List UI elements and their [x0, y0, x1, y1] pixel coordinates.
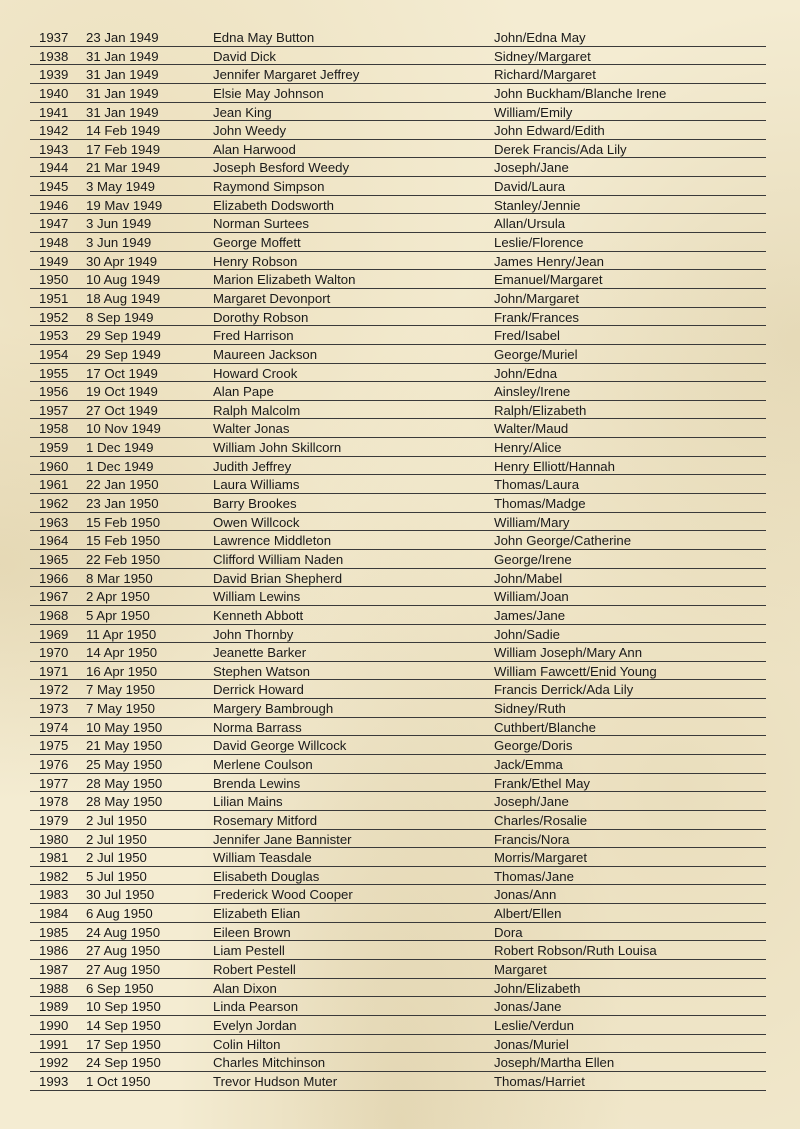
entry-number: 1955	[39, 365, 69, 381]
entry-number: 1981	[39, 850, 69, 866]
entry-number: 1939	[39, 67, 69, 83]
register-row	[30, 326, 766, 345]
parents-names: William/Joan	[494, 589, 569, 605]
child-name: John Weedy	[213, 123, 287, 139]
child-name: Dorothy Robson	[213, 309, 309, 325]
child-name: Laura Williams	[213, 477, 300, 493]
register-row	[30, 65, 766, 84]
child-name: Fred Harrison	[213, 328, 294, 344]
parents-names: Thomas/Madge	[494, 496, 586, 512]
register-row	[30, 755, 766, 774]
parents-names: Margaret	[494, 962, 547, 978]
child-name: Stephen Watson	[213, 663, 311, 679]
entry-date: 23 Jan 1950	[86, 496, 159, 512]
register-row	[30, 811, 766, 830]
entry-number: 1946	[39, 197, 69, 213]
child-name: Merlene Coulson	[213, 756, 313, 772]
parents-names: Robert Robson/Ruth Louisa	[494, 943, 657, 959]
parents-names: Albert/Ellen	[494, 906, 562, 922]
entry-date: 2 Jul 1950	[86, 831, 147, 847]
entry-date: 2 Jul 1950	[86, 812, 147, 828]
register-row	[30, 531, 766, 550]
register-row	[30, 140, 766, 159]
child-name: Judith Jeffrey	[213, 458, 292, 474]
entry-date: 29 Sep 1949	[86, 346, 161, 362]
parents-names: George/Muriel	[494, 346, 578, 362]
entry-date: 3 Jun 1949	[86, 235, 152, 251]
entry-date: 6 Aug 1950	[86, 906, 153, 922]
register-row	[30, 233, 766, 252]
entry-number: 1970	[39, 645, 69, 661]
register-row	[30, 718, 766, 737]
register-row	[30, 885, 766, 904]
entry-date: 24 Sep 1950	[86, 1055, 161, 1071]
parents-names: Thomas/Laura	[494, 477, 580, 493]
register-row	[30, 308, 766, 327]
parents-names: Richard/Margaret	[494, 67, 596, 83]
entry-date: 16 Apr 1950	[86, 663, 158, 679]
child-name: David George Willcock	[213, 738, 347, 754]
register-row	[30, 997, 766, 1016]
child-name: Elizabeth Elian	[213, 906, 301, 922]
entry-date: 10 Aug 1949	[86, 272, 161, 288]
entry-number: 1937	[39, 30, 69, 45]
child-name: Alan Dixon	[213, 980, 277, 996]
entry-number: 1969	[39, 626, 69, 642]
child-name: Alan Pape	[213, 384, 274, 400]
register-row	[30, 830, 766, 849]
entry-number: 1975	[39, 738, 69, 754]
child-name: Evelyn Jordan	[213, 1017, 297, 1033]
parents-names: Ralph/Elizabeth	[494, 402, 587, 418]
entry-number: 1976	[39, 756, 69, 772]
register-row	[30, 904, 766, 923]
entry-date: 25 May 1950	[86, 756, 163, 772]
register-table	[30, 28, 766, 1091]
entry-date: 31 Jan 1949	[86, 48, 159, 64]
entry-number: 1982	[39, 868, 69, 884]
child-name: John Thornby	[213, 626, 294, 642]
entry-date: 17 Feb 1949	[86, 141, 161, 157]
parents-names: John/Sadie	[494, 626, 560, 642]
entry-number: 1972	[39, 682, 69, 698]
entry-date: 27 Aug 1950	[86, 962, 161, 978]
entry-number: 1944	[39, 160, 69, 176]
child-name: Robert Pestell	[213, 962, 296, 978]
entry-date: 21 Mar 1949	[86, 160, 161, 176]
entry-date: 1 Oct 1950	[86, 1073, 151, 1089]
register-row	[30, 792, 766, 811]
entry-date: 10 Sep 1950	[86, 999, 161, 1015]
entry-number: 1961	[39, 477, 69, 493]
entry-number: 1968	[39, 607, 69, 623]
entry-date: 22 Jan 1950	[86, 477, 159, 493]
child-name: Jennifer Margaret Jeffrey	[213, 67, 360, 83]
entry-date: 27 Oct 1949	[86, 402, 158, 418]
child-name: Elsie May Johnson	[213, 85, 324, 101]
register-row	[30, 47, 766, 66]
entry-number: 1991	[39, 1036, 69, 1052]
child-name: Walter Jonas	[213, 421, 290, 437]
register-row	[30, 419, 766, 438]
parents-names: Frank/Frances	[494, 309, 580, 325]
entry-date: 10 May 1950	[86, 719, 163, 735]
parents-names: Jack/Emma	[494, 756, 563, 772]
entry-date: 8 Sep 1949	[86, 309, 154, 325]
entry-date: 15 Feb 1950	[86, 533, 161, 549]
register-row	[30, 606, 766, 625]
parents-names: William Joseph/Mary Ann	[494, 645, 643, 661]
entry-date: 11 Apr 1950	[86, 626, 157, 642]
child-name: Raymond Simpson	[213, 179, 325, 195]
entry-date: 21 May 1950	[86, 738, 163, 754]
parents-names: Thomas/Jane	[494, 868, 574, 884]
parents-names: Henry Elliott/Hannah	[494, 458, 615, 474]
entry-number: 1984	[39, 906, 69, 922]
register-row	[30, 941, 766, 960]
entry-date: 1 Dec 1949	[86, 440, 154, 456]
register-row	[30, 736, 766, 755]
entry-date: 19 Oct 1949	[86, 384, 158, 400]
register-row	[30, 569, 766, 588]
child-name: Linda Pearson	[213, 999, 299, 1015]
child-name: Lawrence Middleton	[213, 533, 332, 549]
register-row	[30, 345, 766, 364]
entry-number: 1953	[39, 328, 69, 344]
parents-names: James Henry/Jean	[494, 253, 604, 269]
register-row	[30, 1053, 766, 1072]
entry-date: 17 Sep 1950	[86, 1036, 161, 1052]
entry-number: 1988	[39, 980, 69, 996]
entry-number: 1956	[39, 384, 69, 400]
parents-names: Derek Francis/Ada Lily	[494, 141, 627, 157]
entry-number: 1941	[39, 104, 69, 120]
parents-names: Ainsley/Irene	[494, 384, 571, 400]
child-name: David Dick	[213, 48, 277, 64]
parents-names: Morris/Margaret	[494, 850, 588, 866]
entry-number: 1958	[39, 421, 69, 437]
child-name: Rosemary Mitford	[213, 812, 318, 828]
parents-names: Joseph/Martha Ellen	[494, 1055, 615, 1071]
entry-date: 30 Apr 1949	[86, 253, 158, 269]
parents-names: Stanley/Jennie	[494, 197, 581, 213]
parents-names: Francis/Nora	[494, 831, 570, 847]
parents-names: John George/Catherine	[494, 533, 632, 549]
child-name: Charles Mitchinson	[213, 1055, 326, 1071]
parents-names: John/Elizabeth	[494, 980, 581, 996]
register-row	[30, 1035, 766, 1054]
entry-number: 1951	[39, 290, 69, 306]
register-row	[30, 960, 766, 979]
entry-number: 1959	[39, 440, 69, 456]
child-name: Derrick Howard	[213, 682, 304, 698]
parents-names: Thomas/Harriet	[494, 1073, 585, 1089]
register-row	[30, 438, 766, 457]
register-row	[30, 382, 766, 401]
child-name: Jean King	[213, 104, 272, 120]
entry-number: 1954	[39, 346, 69, 362]
parents-names: Sidney/Ruth	[494, 701, 566, 717]
entry-date: 8 Mar 1950	[86, 570, 153, 586]
parents-names: James/Jane	[494, 607, 566, 623]
entry-date: 3 May 1949	[86, 179, 155, 195]
entry-number: 1990	[39, 1017, 69, 1033]
register-row	[30, 494, 766, 513]
entry-date: 19 Mav 1949	[86, 197, 163, 213]
parents-names: Joseph/Jane	[494, 160, 569, 176]
entry-number: 1947	[39, 216, 69, 232]
entry-date: 18 Aug 1949	[86, 290, 161, 306]
register-row	[30, 662, 766, 681]
parents-names: John/Edna May	[494, 30, 586, 45]
parents-names: Joseph/Jane	[494, 794, 569, 810]
entry-number: 1938	[39, 48, 69, 64]
entry-date: 24 Aug 1950	[86, 924, 161, 940]
parents-names: George/Doris	[494, 738, 573, 754]
entry-number: 1963	[39, 514, 69, 530]
parents-names: George/Irene	[494, 551, 572, 567]
child-name: William Teasdale	[213, 850, 312, 866]
parents-names: John/Margaret	[494, 290, 580, 306]
parents-names: William Fawcett/Enid Young	[494, 663, 657, 679]
child-name: Lilian Mains	[213, 794, 283, 810]
entry-number: 1952	[39, 309, 69, 325]
register-row	[30, 270, 766, 289]
entry-date: 1 Dec 1949	[86, 458, 154, 474]
register-row	[30, 457, 766, 476]
parents-names: John/Mabel	[494, 570, 563, 586]
parents-names: John Edward/Edith	[494, 123, 605, 139]
register-row	[30, 475, 766, 494]
parents-names: Walter/Maud	[494, 421, 569, 437]
entry-date: 31 Jan 1949	[86, 67, 159, 83]
register-row	[30, 1016, 766, 1035]
entry-date: 15 Feb 1950	[86, 514, 161, 530]
entry-date: 3 Jun 1949	[86, 216, 152, 232]
parents-names: Sidney/Margaret	[494, 48, 591, 64]
register-row	[30, 774, 766, 793]
entry-number: 1940	[39, 85, 69, 101]
parents-names: Charles/Rosalie	[494, 812, 588, 828]
entry-date: 10 Nov 1949	[86, 421, 161, 437]
child-name: Trevor Hudson Muter	[213, 1073, 338, 1089]
entry-number: 1962	[39, 496, 69, 512]
entry-date: 7 May 1950	[86, 682, 155, 698]
parents-names: Jonas/Ann	[494, 887, 557, 903]
parents-names: Emanuel/Margaret	[494, 272, 603, 288]
child-name: David Brian Shepherd	[213, 570, 343, 586]
entry-date: 14 Feb 1949	[86, 123, 161, 139]
entry-number: 1949	[39, 253, 69, 269]
entry-number: 1978	[39, 794, 69, 810]
register-row	[30, 513, 766, 532]
entry-number: 1987	[39, 962, 69, 978]
register-row	[30, 979, 766, 998]
register-row	[30, 550, 766, 569]
entry-date: 28 May 1950	[86, 794, 163, 810]
entry-date: 5 Apr 1950	[86, 607, 150, 623]
entry-number: 1979	[39, 812, 69, 828]
entry-date: 2 Apr 1950	[86, 589, 150, 605]
entry-number: 1945	[39, 179, 69, 195]
register-row	[30, 196, 766, 215]
parents-names: John/Edna	[494, 365, 558, 381]
register-row	[30, 364, 766, 383]
register-row	[30, 923, 766, 942]
register-row	[30, 643, 766, 662]
entry-number: 1942	[39, 123, 69, 139]
register-row	[30, 867, 766, 886]
entry-number: 1983	[39, 887, 69, 903]
entry-date: 28 May 1950	[86, 775, 163, 791]
child-name: Jeanette Barker	[213, 645, 307, 661]
child-name: Kenneth Abbott	[213, 607, 304, 623]
child-name: Brenda Lewins	[213, 775, 301, 791]
entry-number: 1986	[39, 943, 69, 959]
entry-date: 14 Apr 1950	[86, 645, 158, 661]
child-name: William Lewins	[213, 589, 301, 605]
child-name: Ralph Malcolm	[213, 402, 301, 418]
child-name: Liam Pestell	[213, 943, 285, 959]
parents-names: William/Mary	[494, 514, 570, 530]
entry-number: 1948	[39, 235, 69, 251]
entry-date: 30 Jul 1950	[86, 887, 155, 903]
entry-date: 23 Jan 1949	[86, 30, 159, 45]
child-name: Colin Hilton	[213, 1036, 281, 1052]
entry-number: 1993	[39, 1073, 69, 1089]
register-row	[30, 84, 766, 103]
parents-names: Henry/Alice	[494, 440, 562, 456]
register-row	[30, 177, 766, 196]
entry-date: 27 Aug 1950	[86, 943, 161, 959]
register-row	[30, 158, 766, 177]
child-name: Owen Willcock	[213, 514, 300, 530]
entry-number: 1943	[39, 141, 69, 157]
entry-date: 29 Sep 1949	[86, 328, 161, 344]
entry-date: 2 Jul 1950	[86, 850, 147, 866]
entry-number: 1950	[39, 272, 69, 288]
parents-names: Leslie/Verdun	[494, 1017, 574, 1033]
register-row	[30, 625, 766, 644]
child-name: Frederick Wood Cooper	[213, 887, 353, 903]
register-row	[30, 252, 766, 271]
entry-date: 22 Feb 1950	[86, 551, 161, 567]
parents-names: Cuthbert/Blanche	[494, 719, 596, 735]
child-name: Norman Surtees	[213, 216, 310, 232]
child-name: George Moffett	[213, 235, 301, 251]
entry-date: 31 Jan 1949	[86, 104, 159, 120]
register-row	[30, 1072, 766, 1091]
entry-number: 1989	[39, 999, 69, 1015]
child-name: Elizabeth Dodsworth	[213, 197, 334, 213]
entry-number: 1957	[39, 402, 69, 418]
entry-number: 1964	[39, 533, 69, 549]
child-name: Barry Brookes	[213, 496, 297, 512]
parents-names: John Buckham/Blanche Irene	[494, 85, 667, 101]
entry-number: 1980	[39, 831, 69, 847]
parents-names: Fred/Isabel	[494, 328, 560, 344]
parents-names: William/Emily	[494, 104, 573, 120]
child-name: Clifford William Naden	[213, 551, 344, 567]
register-row	[30, 587, 766, 606]
register-row	[30, 28, 766, 47]
entry-number: 1960	[39, 458, 69, 474]
entry-date: 17 Oct 1949	[86, 365, 158, 381]
entry-number: 1977	[39, 775, 69, 791]
register-row	[30, 214, 766, 233]
entry-number: 1965	[39, 551, 69, 567]
child-name: William John Skillcorn	[213, 440, 342, 456]
register-row	[30, 289, 766, 308]
register-row	[30, 121, 766, 140]
child-name: Eileen Brown	[213, 924, 291, 940]
register-row	[30, 680, 766, 699]
child-name: Marion Elizabeth Walton	[213, 272, 356, 288]
child-name: Elisabeth Douglas	[213, 868, 320, 884]
register-row	[30, 848, 766, 867]
entry-date: 6 Sep 1950	[86, 980, 154, 996]
entry-number: 1971	[39, 663, 69, 679]
child-name: Margery Bambrough	[213, 701, 334, 717]
child-name: Henry Robson	[213, 253, 298, 269]
parents-names: Francis Derrick/Ada Lily	[494, 682, 634, 698]
entry-number: 1966	[39, 570, 69, 586]
entry-date: 5 Jul 1950	[86, 868, 147, 884]
child-name: Howard Crook	[213, 365, 298, 381]
register-row	[30, 699, 766, 718]
child-name: Jennifer Jane Bannister	[213, 831, 352, 847]
parents-names: Allan/Ursula	[494, 216, 566, 232]
parents-names: Leslie/Florence	[494, 235, 584, 251]
entry-number: 1973	[39, 701, 69, 717]
entry-date: 31 Jan 1949	[86, 85, 159, 101]
entry-date: 7 May 1950	[86, 701, 155, 717]
child-name: Edna May Button	[213, 30, 315, 45]
parents-names: Jonas/Muriel	[494, 1036, 569, 1052]
entry-number: 1967	[39, 589, 69, 605]
child-name: Maureen Jackson	[213, 346, 318, 362]
entry-number: 1992	[39, 1055, 69, 1071]
entry-number: 1985	[39, 924, 69, 940]
register-row	[30, 401, 766, 420]
register-row	[30, 103, 766, 122]
parents-names: Dora	[494, 924, 523, 940]
entry-date: 14 Sep 1950	[86, 1017, 161, 1033]
parents-names: Jonas/Jane	[494, 999, 562, 1015]
entry-number: 1974	[39, 719, 69, 735]
child-name: Alan Harwood	[213, 141, 296, 157]
child-name: Joseph Besford Weedy	[213, 160, 350, 176]
child-name: Norma Barrass	[213, 719, 302, 735]
parents-names: David/Laura	[494, 179, 566, 195]
parents-names: Frank/Ethel May	[494, 775, 591, 791]
child-name: Margaret Devonport	[213, 290, 331, 306]
